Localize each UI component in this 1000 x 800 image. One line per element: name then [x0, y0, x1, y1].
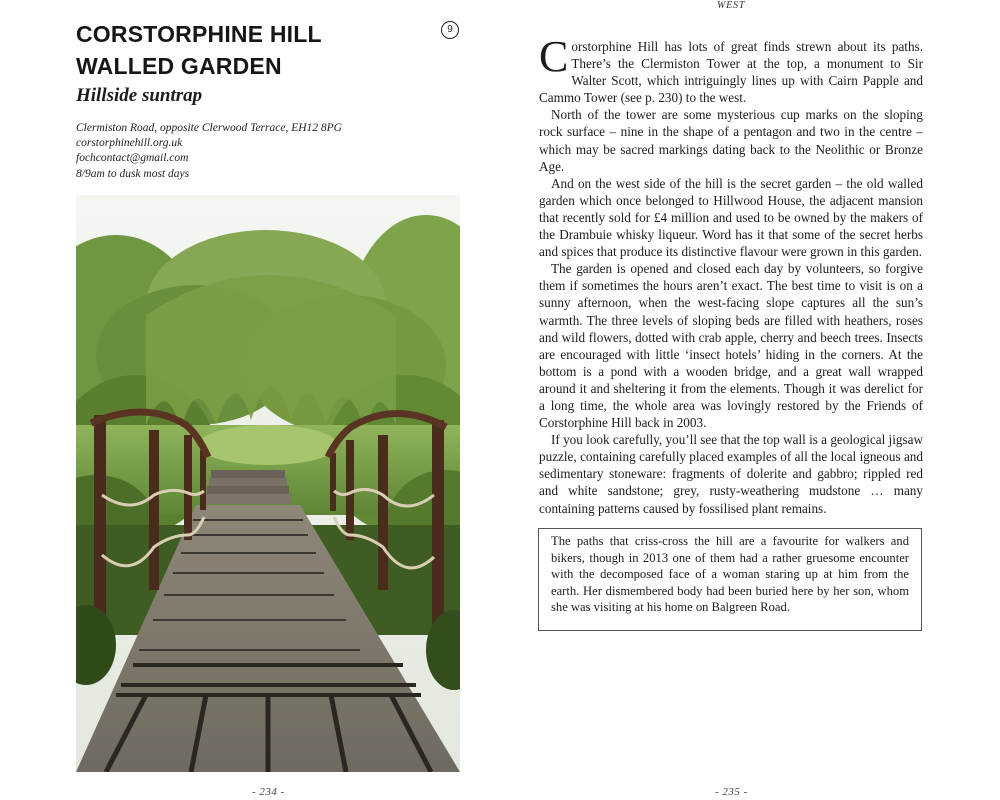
- running-head: WEST: [717, 0, 746, 11]
- page-number-right: - 235 -: [715, 786, 748, 798]
- venue-email: fochcontact@gmail.com: [76, 152, 189, 165]
- page-number-left: - 234 -: [252, 786, 285, 798]
- garden-bridge-photo: [76, 195, 460, 772]
- entry-number-badge: 9: [441, 21, 459, 39]
- paragraph: [539, 32, 923, 106]
- venue-info: [76, 121, 456, 182]
- paragraph: The garden is opened and closed each day by volunteers, so forgive them if sometimes the hours aren’t exact. The best time to visit is on a sunny afternoon, when the west-facing slope captures all the sun’s warmth. The three levels of sloping beds are filled with heathers, roses and wild flowers, dotted with crab apple, cherry and beech trees. Insects are encouraged with little ‘insect hotels’ hiding in the corners. At the bottom is a pond with a wooden bridge, and a great wall wrapped around it and sheltering it from the elements. Though it was derelict for a long time, the whole area was lovingly restored by the Friends of Corstorphine Hill back in 2003.: [539, 261, 923, 431]
- paragraph: And on the west side of the hill is the secret garden – the old walled garden which once belonged to Hillwood House, the adjacent mansion that recently sold for £4 million and used to be owned by the makers of the Drambuie whisky liqueur. Word has it that some of the secret herbs and spices that produce its distinctive flavour were grown in this garden.: [539, 175, 923, 260]
- paragraph: North of the tower are some mysterious cup marks on the sloping rock surface – nine in the shape of a pentagon and two in the centre – which may be sacred markings dating back to the Neolithic or Bronze Age.: [539, 107, 923, 174]
- sidebar-box: The paths that criss-cross the hill are a favourite for walkers and bikers, though in 2013 one of them had a rather gruesome encounter with the decomposed face of a woman staring up at him from the earth. Her dismembered body had been buried here by her son, whom she was visiting at his home on Balgreen Road.: [538, 528, 922, 631]
- page-title: CORSTORPHINE HILL WALLED GARDEN: [76, 21, 322, 79]
- drop-cap: C: [539, 32, 569, 81]
- article-body: [539, 32, 923, 517]
- page-subtitle: Hillside suntrap: [76, 85, 203, 106]
- venue-hours: 8/9am to dusk most days: [76, 167, 190, 180]
- venue-website: corstorphinehill.org.uk: [76, 137, 183, 150]
- right-page: [500, 0, 1000, 800]
- venue-address: Clermiston Road, opposite Clerwood Terrace, EH12 8PG: [76, 122, 342, 134]
- paragraph: If you look carefully, you’ll see that the top wall is a geological jigsaw puzzle, containing carefully placed examples of all the local igneous and sedimentary stoneware: fragments of dolerite and gabbro; rippled red and white sandstone; grey, rusty-weathering mudstone … many containing patterns caused by fossilised plant remains.: [539, 432, 923, 516]
- paragraph-text: orstorphine Hill has lots of great finds strewn about its paths. There’s the Clermiston Tower at the top, a monument to Sir Walter Scott, which intriguingly lines up with Cairn Papple and Cammo Tower (see p. 230) to the west.: [539, 39, 923, 106]
